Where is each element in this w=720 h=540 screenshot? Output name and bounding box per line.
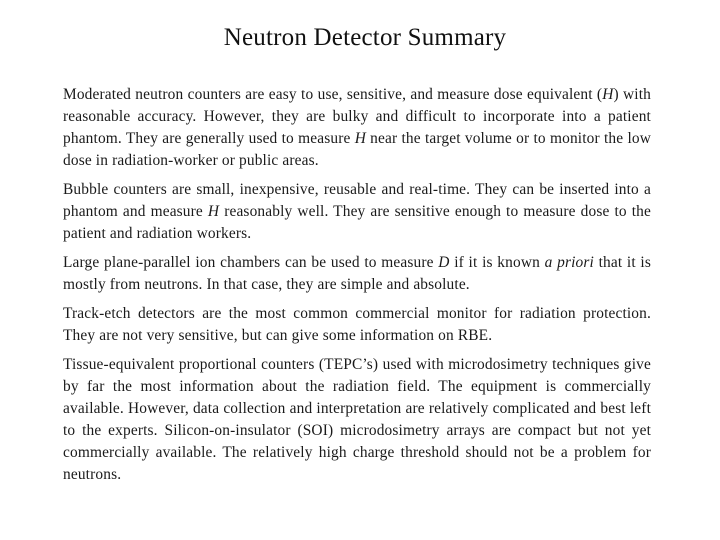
paragraph-moderated-counters [63,84,651,172]
paragraph-ion-chambers [63,252,651,296]
paragraph-track-etch [63,303,651,347]
italic-symbol: H [354,130,366,147]
text-run: if it is known [449,254,545,271]
paragraph-bubble-counters [63,179,651,245]
page-title: Neutron Detector Summary [223,24,507,51]
italic-phrase: a priori [544,254,594,271]
text-run: Tissue-equivalent proportional counters (TEPC’s) used with microdosimetry techniques give by far the most information about the radiation field. The equipment is commercially available. However, data collection and interpretation are relatively complicated and best left to the experts. Silicon-on-insulator (SOI) microdosimetry arrays are compact but not yet commercially available. The relatively high charge threshold should not be a problem for neutrons. [63,356,651,483]
text-run: that it is mostly from neutrons. In that case, they are simple and absolute. [63,254,651,293]
text-run: Large plane-parallel ion chambers can be used to measure [63,254,439,271]
text-run: reasonably well. They are sensitive enough to measure dose to the patient and radiation workers. [63,203,652,242]
paragraph-tepc [63,354,651,486]
text-run: Track-etch detectors are the most common commercial monitor for radiation protection. They are not very sensitive, but can give some information on RBE. [63,305,651,344]
text-run: Moderated neutron counters are easy to use, sensitive, and measure dose equivalent ( [63,86,603,103]
text-run: ) with reasonable accuracy. However, they are bulky and difficult to incorporate into a patient phantom. They are generally used to measure [63,86,651,147]
italic-symbol: H [602,86,614,103]
italic-symbol: H [207,203,220,220]
italic-symbol: D [438,254,450,271]
body-text [63,84,651,493]
text-run: Bubble counters are small, inexpensive, reusable and real-time. They can be inserted into a phantom and measure [63,181,651,220]
text-run: near the target volume or to monitor the low dose in radiation-worker or public areas. [63,130,652,169]
